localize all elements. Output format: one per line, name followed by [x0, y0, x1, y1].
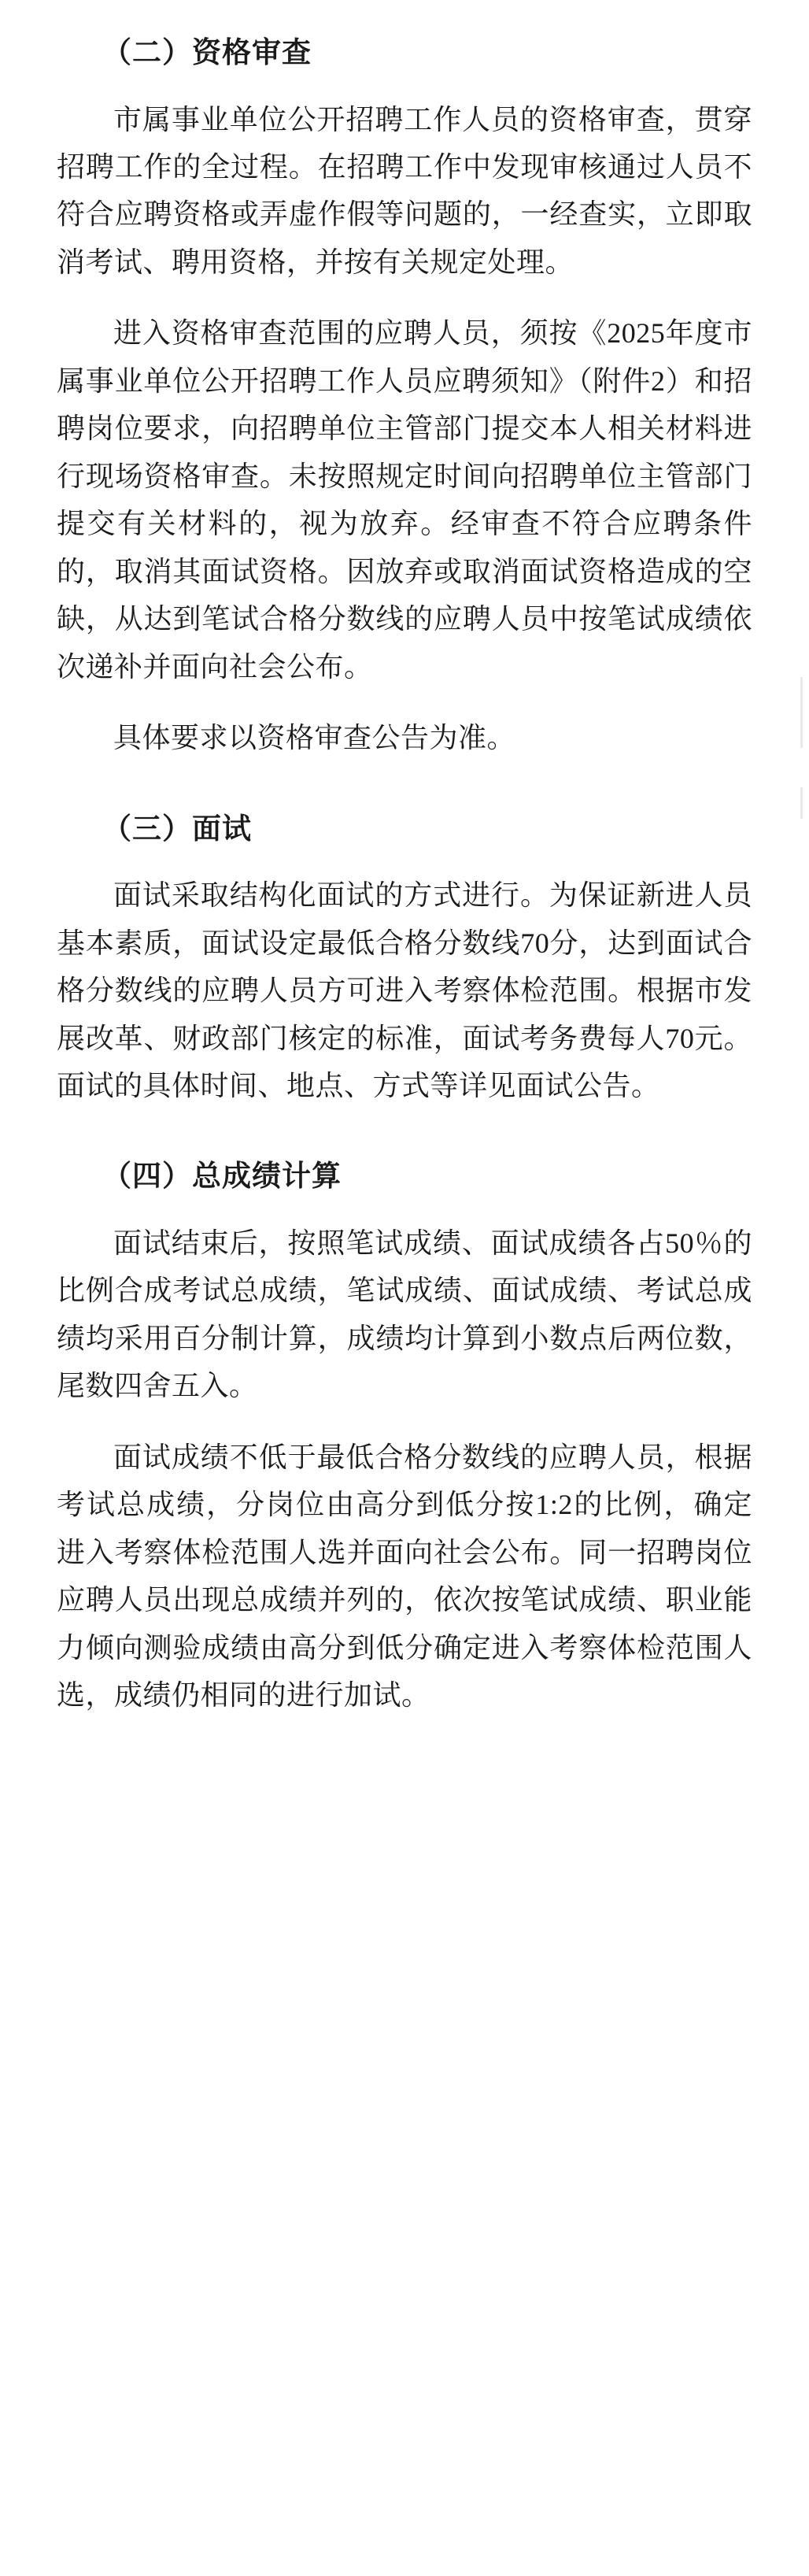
scan-artifact [800, 677, 803, 748]
scan-artifact [800, 787, 803, 819]
section-heading-total-score-calculation: （四）总成绩计算 [102, 1160, 342, 1194]
paragraph: 具体要求以资格审查公告为准。 [113, 722, 516, 754]
paragraph: 进入资格审查范围的应聘人员，须按《2025年度市属事业单位公开招聘工作人员应聘须知》（附件2）和招聘岗位要求，向招聘单位主管部门提交本人相关材料进行现场资格审查。未按照规定时间向招聘单位主管部门提交有关材料的，视为放弃。经审查不符合应聘条件的，取消其面试资格。因放弃或取消面试资格造成的空缺，从达到笔试合格分数线的应聘人员中按笔试成绩依次递补并面向社会公布。 [57, 317, 752, 683]
section-heading-interview: （三）面试 [102, 812, 252, 846]
paragraph: 面试采取结构化面试的方式进行。为保证新进人员基本素质，面试设定最低合格分数线70分，达到面试合格分数线的应聘人员方可进入考察体检范围。根据市发展改革、财政部门核定的标准，面试考务费每人70元。面试的具体时间、地点、方式等详见面试公告。 [57, 879, 752, 1101]
paragraph: 市属事业单位公开招聘工作人员的资格审查，贯穿招聘工作的全过程。在招聘工作中发现审核通过人员不符合应聘资格或弄虚作假等问题的，一经查实，立即取消考试、聘用资格，并按有关规定处理。 [57, 103, 752, 278]
section-heading-qualification-review: （二）资格审查 [102, 37, 312, 69]
paragraph: 面试结束后，按照笔试成绩、面试成绩各占50％的比例合成考试总成绩，笔试成绩、面试成绩、考试总成绩均采用百分制计算，成绩均计算到小数点后两位数，尾数四舍五入。 [57, 1227, 752, 1402]
paragraph: 面试成绩不低于最低合格分数线的应聘人员，根据考试总成绩，分岗位由高分到低分按1:2的比例，确定进入考察体检范围人选并面向社会公布。同一招聘岗位应聘人员出现总成绩并列的，依次按笔试成绩、职业能力倾向测验成绩由高分到低分确定进入考察体检范围人选，成绩仍相同的进行加试。 [57, 1441, 752, 1712]
